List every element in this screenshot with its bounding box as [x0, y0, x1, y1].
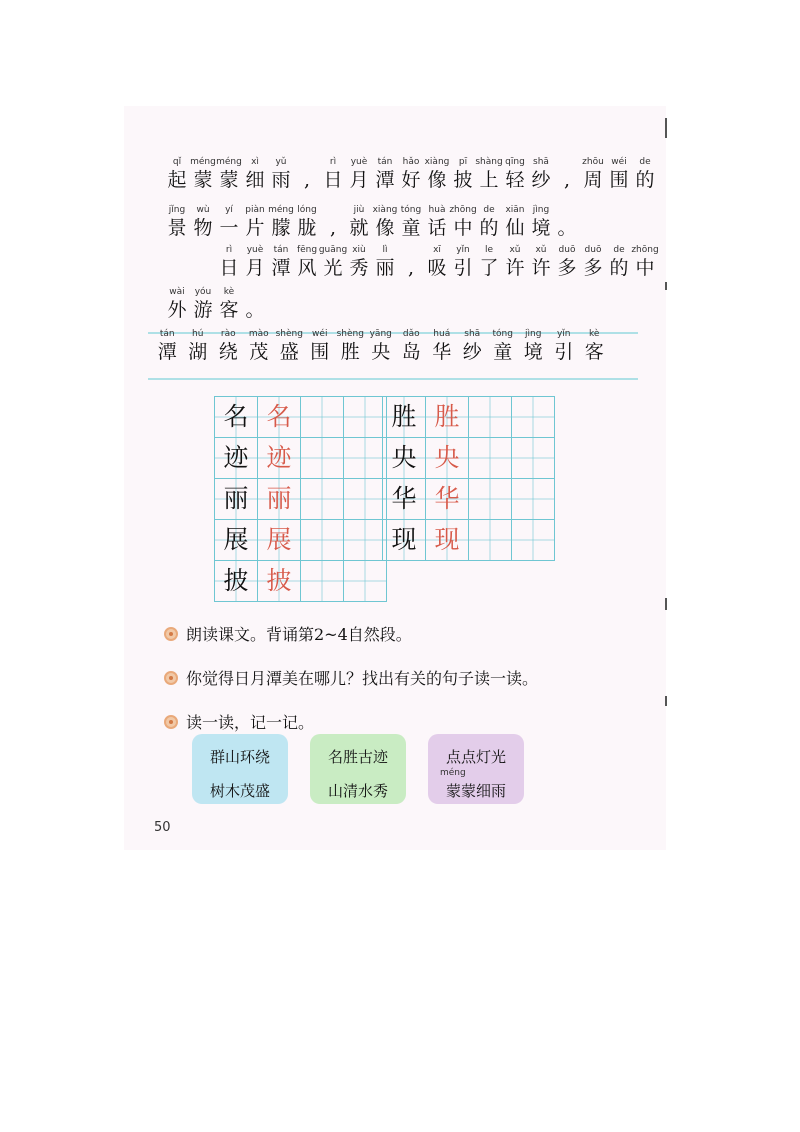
grid-cell: [301, 561, 344, 602]
hanzi: 周: [583, 169, 603, 191]
pinyin: lì: [382, 245, 388, 255]
pinyin: kè: [589, 329, 600, 339]
ruby-char: [346, 204, 372, 240]
hanzi: 片: [245, 217, 265, 239]
pinyin: yuè: [350, 157, 368, 167]
hanzi: 多: [583, 257, 603, 279]
hanzi: 许: [505, 257, 525, 279]
grid-cell: [512, 520, 555, 561]
pinyin: xiù: [352, 245, 366, 255]
ruby-char: [528, 244, 554, 280]
vocab-row: [152, 328, 610, 364]
ruby-char: [606, 156, 632, 192]
vocab-char: [457, 328, 488, 364]
hanzi: 客: [584, 341, 604, 363]
ruby-char: [398, 156, 424, 192]
textbook-page: [124, 106, 666, 850]
grid-cell: [426, 438, 469, 479]
pinyin: jǐng: [168, 205, 186, 215]
pinyin: tán: [159, 329, 175, 339]
ruby-char: [528, 204, 554, 240]
trace-character: 央: [434, 443, 460, 472]
hanzi: 的: [635, 169, 655, 191]
pinyin: rào: [220, 329, 236, 339]
hanzi: 引: [554, 341, 574, 363]
pinyin: fēng: [296, 245, 318, 255]
hanzi: 像: [375, 217, 395, 239]
pinyin: jìng: [525, 329, 542, 339]
hanzi: 朦: [271, 217, 291, 239]
grid-cell: [301, 397, 344, 438]
ruby-char: [554, 204, 580, 240]
hanzi: 围: [310, 341, 330, 363]
ruby-char: [242, 244, 268, 280]
trace-character: 胜: [434, 402, 460, 431]
grid-cell: [344, 561, 387, 602]
grid-cell: [344, 520, 387, 561]
hanzi: 茂: [249, 341, 269, 363]
pinyin: xiān: [505, 205, 525, 215]
grid-cell: [426, 397, 469, 438]
ruby-char: [632, 156, 658, 192]
phrase: 群山环绕: [209, 748, 270, 766]
pinyin: shèng: [275, 329, 303, 339]
hanzi: 起: [167, 169, 187, 191]
pinyin: zhōng: [449, 205, 477, 215]
pinyin: le: [484, 245, 494, 255]
pinyin: tóng: [492, 329, 513, 339]
ruby-char: [554, 156, 580, 192]
hanzi: 的: [609, 257, 629, 279]
grid-cell: [512, 438, 555, 479]
hanzi: ,: [407, 257, 415, 279]
text-line: [164, 204, 580, 240]
ruby-char: [320, 244, 346, 280]
writing-grid-left: [214, 396, 387, 602]
vocab-char: [549, 328, 580, 364]
hanzi: 中: [635, 257, 655, 279]
grid-cell: [301, 438, 344, 479]
pinyin: shā: [533, 157, 549, 167]
pinyin: huá: [433, 329, 451, 339]
grid-cell: [215, 520, 258, 561]
grid-cell: [258, 397, 301, 438]
ruby-char: [294, 244, 320, 280]
phrase: 点点灯光: [445, 748, 506, 766]
ruby-char: [242, 286, 268, 322]
ruby-char: [502, 244, 528, 280]
ruby-char: [294, 204, 320, 240]
scan-edge: [665, 282, 667, 290]
pinyin: yǔ: [275, 157, 287, 167]
ruby-char: [632, 244, 658, 280]
grid-cell: [215, 479, 258, 520]
hanzi: ,: [329, 217, 337, 239]
trace-character: 丽: [266, 484, 292, 513]
pinyin: wài: [169, 287, 185, 297]
ruby-char: [450, 244, 476, 280]
ruby-char: [346, 244, 372, 280]
phrase-card-1: [192, 734, 288, 804]
text-line: [164, 156, 658, 192]
phrase: 蒙蒙细雨: [445, 782, 506, 800]
hanzi: 好: [401, 169, 421, 191]
ruby-char: [580, 156, 606, 192]
ruby-char: [372, 244, 398, 280]
hanzi: ,: [303, 169, 311, 191]
hanzi: 境: [531, 217, 551, 239]
pinyin: wéi: [611, 157, 627, 167]
hanzi: 吸: [427, 257, 447, 279]
grid-cell: [215, 397, 258, 438]
ruby-char: [216, 286, 242, 322]
pinyin: zhōng: [631, 245, 659, 255]
hanzi: 了: [479, 257, 499, 279]
phrase-card-3: [428, 734, 524, 804]
ruby-char: [320, 204, 346, 240]
trace-character: 现: [434, 525, 460, 554]
hanzi: 仙: [505, 217, 525, 239]
model-character: 丽: [223, 484, 249, 513]
hanzi: 华: [432, 341, 452, 363]
ruby-char: [450, 156, 476, 192]
hanzi: 童: [401, 217, 421, 239]
ruby-char: [190, 204, 216, 240]
vocab-char: [579, 328, 610, 364]
hanzi: 胧: [297, 217, 317, 239]
hanzi: 围: [609, 169, 629, 191]
hanzi: ,: [563, 169, 571, 191]
ruby-char: [268, 204, 294, 240]
grid-cell: [469, 520, 512, 561]
pinyin: méng: [216, 157, 242, 167]
pinyin: xī: [433, 245, 441, 255]
bullet-icon: [164, 627, 178, 641]
hanzi: 童: [493, 341, 513, 363]
hanzi: 胜: [340, 341, 360, 363]
hanzi: 物: [193, 217, 213, 239]
ruby-char: [190, 286, 216, 322]
phrase: 名胜古迹: [327, 748, 388, 766]
hanzi: 外: [167, 299, 187, 321]
hanzi: 境: [523, 341, 543, 363]
pinyin: kè: [223, 287, 235, 297]
ruby-char: [554, 244, 580, 280]
hanzi: 绕: [218, 341, 238, 363]
pinyin: xì: [251, 157, 259, 167]
pinyin: shā: [464, 329, 481, 339]
page-number: 50: [154, 820, 171, 835]
pinyin: dǎo: [402, 329, 420, 339]
pinyin: jìng: [532, 205, 550, 215]
ruby-char: [476, 156, 502, 192]
pinyin: duō: [584, 245, 602, 255]
hanzi: 风: [297, 257, 317, 279]
hanzi: 秀: [349, 257, 369, 279]
hanzi: 蒙: [219, 169, 239, 191]
pinyin: méng: [268, 205, 294, 215]
pinyin: xiàng: [424, 157, 450, 167]
grid-cell: [258, 561, 301, 602]
ruby-char: [242, 156, 268, 192]
grid-cell: [383, 479, 426, 520]
ruby-char: [190, 268, 216, 280]
hanzi: 日: [219, 257, 239, 279]
pinyin: qǐ: [172, 157, 182, 167]
pinyin: xǔ: [535, 245, 547, 255]
vocab-char: [183, 328, 214, 364]
ruby-char: [580, 244, 606, 280]
vocab-char: [335, 328, 366, 364]
ruby-char: [164, 286, 190, 322]
pinyin: yāng: [369, 329, 392, 339]
pinyin: piàn: [245, 205, 265, 215]
ruby-char: [424, 244, 450, 280]
task-text: 朗读课文。背诵第2~4自然段。: [186, 625, 412, 644]
hanzi: 。: [557, 217, 577, 239]
hanzi: 月: [245, 257, 265, 279]
grid-cell: [383, 520, 426, 561]
hanzi: 细: [245, 169, 265, 191]
phrase: 树木茂盛: [209, 782, 270, 800]
grid-cell: [469, 397, 512, 438]
pinyin: wù: [196, 205, 210, 215]
hanzi: 纱: [531, 169, 551, 191]
hanzi: 潭: [375, 169, 395, 191]
hanzi: 月: [349, 169, 369, 191]
pinyin: xǔ: [509, 245, 521, 255]
hanzi: 景: [167, 217, 187, 239]
grid-cell: [512, 479, 555, 520]
pinyin: hú: [192, 329, 204, 339]
hanzi: 日: [323, 169, 343, 191]
grid-cell: [344, 438, 387, 479]
ruby-char: [476, 244, 502, 280]
grid-cell: [469, 438, 512, 479]
writing-grid-right: [382, 396, 555, 561]
ruby-char: [372, 156, 398, 192]
ruby-char: [164, 268, 190, 280]
hanzi: 潭: [157, 341, 177, 363]
pinyin: tán: [273, 245, 289, 255]
text-line: [164, 286, 268, 322]
grid-cell: [215, 438, 258, 479]
hanzi: 光: [323, 257, 343, 279]
trace-character: 迹: [266, 443, 292, 472]
pinyin: lóng: [297, 205, 317, 215]
pinyin: méng: [190, 157, 216, 167]
grid-cell: [469, 479, 512, 520]
hanzi: 客: [219, 299, 239, 321]
hanzi: 多: [557, 257, 577, 279]
model-character: 央: [391, 443, 417, 472]
hanzi: 央: [371, 341, 391, 363]
grid-cell: [426, 479, 469, 520]
pinyin: xiàng: [372, 205, 398, 215]
hanzi: 引: [453, 257, 473, 279]
pinyin: zhōu: [582, 157, 604, 167]
pinyin: mào: [248, 329, 269, 339]
pinyin: de: [639, 157, 651, 167]
pinyin: yǐn: [556, 329, 571, 339]
hanzi: 就: [349, 217, 369, 239]
pinyin: hǎo: [402, 157, 420, 167]
grid-cell: [301, 479, 344, 520]
ruby-char: [346, 156, 372, 192]
scan-edge: [665, 118, 667, 138]
pinyin: guāng: [318, 245, 348, 255]
ruby-char: [528, 156, 554, 192]
pinyin: yuè: [246, 245, 264, 255]
grid-cell: [344, 479, 387, 520]
ruby-char: [372, 204, 398, 240]
hanzi: 的: [479, 217, 499, 239]
hanzi: 一: [219, 217, 239, 239]
pinyin: de: [483, 205, 495, 215]
ruby-char: [424, 204, 450, 240]
ruby-char: [216, 244, 242, 280]
pinyin: méng: [440, 768, 466, 778]
ruby-char: [294, 156, 320, 192]
hanzi: 岛: [401, 341, 421, 363]
vocab-rule-bottom: [148, 378, 638, 380]
hanzi: 中: [453, 217, 473, 239]
ruby-char: [164, 204, 190, 240]
ruby-char: [190, 156, 216, 192]
grid-cell: [258, 479, 301, 520]
grid-cell: [383, 438, 426, 479]
pinyin: shàng: [475, 157, 503, 167]
ruby-char: [398, 204, 424, 240]
trace-character: 展: [266, 525, 292, 554]
trace-character: 华: [434, 484, 460, 513]
pinyin: jiù: [353, 205, 365, 215]
hanzi: 蒙: [193, 169, 213, 191]
model-character: 展: [223, 525, 249, 554]
model-character: 胜: [391, 402, 417, 431]
hanzi: 披: [453, 169, 473, 191]
ruby-char: [606, 244, 632, 280]
ruby-char: [502, 204, 528, 240]
hanzi: 。: [245, 299, 265, 321]
grid-cell: [512, 397, 555, 438]
ruby-char: [502, 156, 528, 192]
ruby-char: [216, 156, 242, 192]
pinyin: yí: [225, 205, 233, 215]
pinyin: rì: [329, 157, 337, 167]
pinyin: duō: [558, 245, 576, 255]
ruby-char: [450, 204, 476, 240]
model-character: 华: [391, 484, 417, 513]
pinyin: tóng: [400, 205, 422, 215]
phrase: 山清水秀: [327, 782, 388, 800]
hanzi: 游: [193, 299, 213, 321]
pinyin: yóu: [194, 287, 212, 297]
pinyin: yǐn: [456, 245, 470, 255]
ruby-char: [476, 204, 502, 240]
vocab-char: [427, 328, 458, 364]
ruby-char: [398, 244, 424, 280]
model-character: 迹: [223, 443, 249, 472]
text-line: [164, 244, 658, 280]
task-2: [164, 666, 538, 689]
vocab-char: [396, 328, 427, 364]
pinyin: rì: [225, 245, 233, 255]
ruby-char: [268, 156, 294, 192]
grid-cell: [258, 438, 301, 479]
scan-edge: [665, 696, 667, 706]
grid-cell: [344, 397, 387, 438]
ruby-char: [424, 156, 450, 192]
bullet-icon: [164, 671, 178, 685]
task-1: [164, 622, 412, 645]
vocab-char: [152, 328, 183, 364]
hanzi: 雨: [271, 169, 291, 191]
vocab-char: [244, 328, 275, 364]
hanzi: 盛: [279, 341, 299, 363]
task-3: [164, 710, 314, 733]
model-character: 现: [391, 525, 417, 554]
pinyin: de: [613, 245, 625, 255]
vocab-char: [274, 328, 305, 364]
trace-character: 披: [266, 566, 292, 595]
hanzi: 纱: [462, 341, 482, 363]
hanzi: 话: [427, 217, 447, 239]
vocab-char: [366, 328, 397, 364]
ruby-char: [242, 204, 268, 240]
vocab-char: [518, 328, 549, 364]
hanzi: 丽: [375, 257, 395, 279]
grid-cell: [383, 397, 426, 438]
hanzi: 潭: [271, 257, 291, 279]
pinyin: huà: [428, 205, 446, 215]
model-character: 披: [223, 566, 249, 595]
trace-character: 名: [266, 402, 292, 431]
pinyin: pī: [458, 157, 468, 167]
grid-cell: [215, 561, 258, 602]
grid-cell: [258, 520, 301, 561]
bullet-icon: [164, 715, 178, 729]
vocab-char: [488, 328, 519, 364]
pinyin: tán: [377, 157, 393, 167]
pinyin: qīng: [505, 157, 525, 167]
hanzi: 湖: [188, 341, 208, 363]
ruby-char: [268, 244, 294, 280]
vocab-char: [213, 328, 244, 364]
ruby-char: [320, 156, 346, 192]
task-text: 你觉得日月潭美在哪儿？找出有关的句子读一读。: [186, 669, 539, 688]
task-text: 读一读，记一记。: [186, 713, 315, 732]
hanzi: 上: [479, 169, 499, 191]
pinyin: shèng: [336, 329, 364, 339]
scan-edge: [665, 598, 667, 610]
phrase-card-2: [310, 734, 406, 804]
grid-cell: [301, 520, 344, 561]
grid-cell: [426, 520, 469, 561]
hanzi: 许: [531, 257, 551, 279]
hanzi: 轻: [505, 169, 525, 191]
vocab-char: [305, 328, 336, 364]
pinyin: wéi: [312, 329, 328, 339]
ruby-char: [216, 204, 242, 240]
hanzi: 像: [427, 169, 447, 191]
ruby-char: [164, 156, 190, 192]
model-character: 名: [223, 402, 249, 431]
